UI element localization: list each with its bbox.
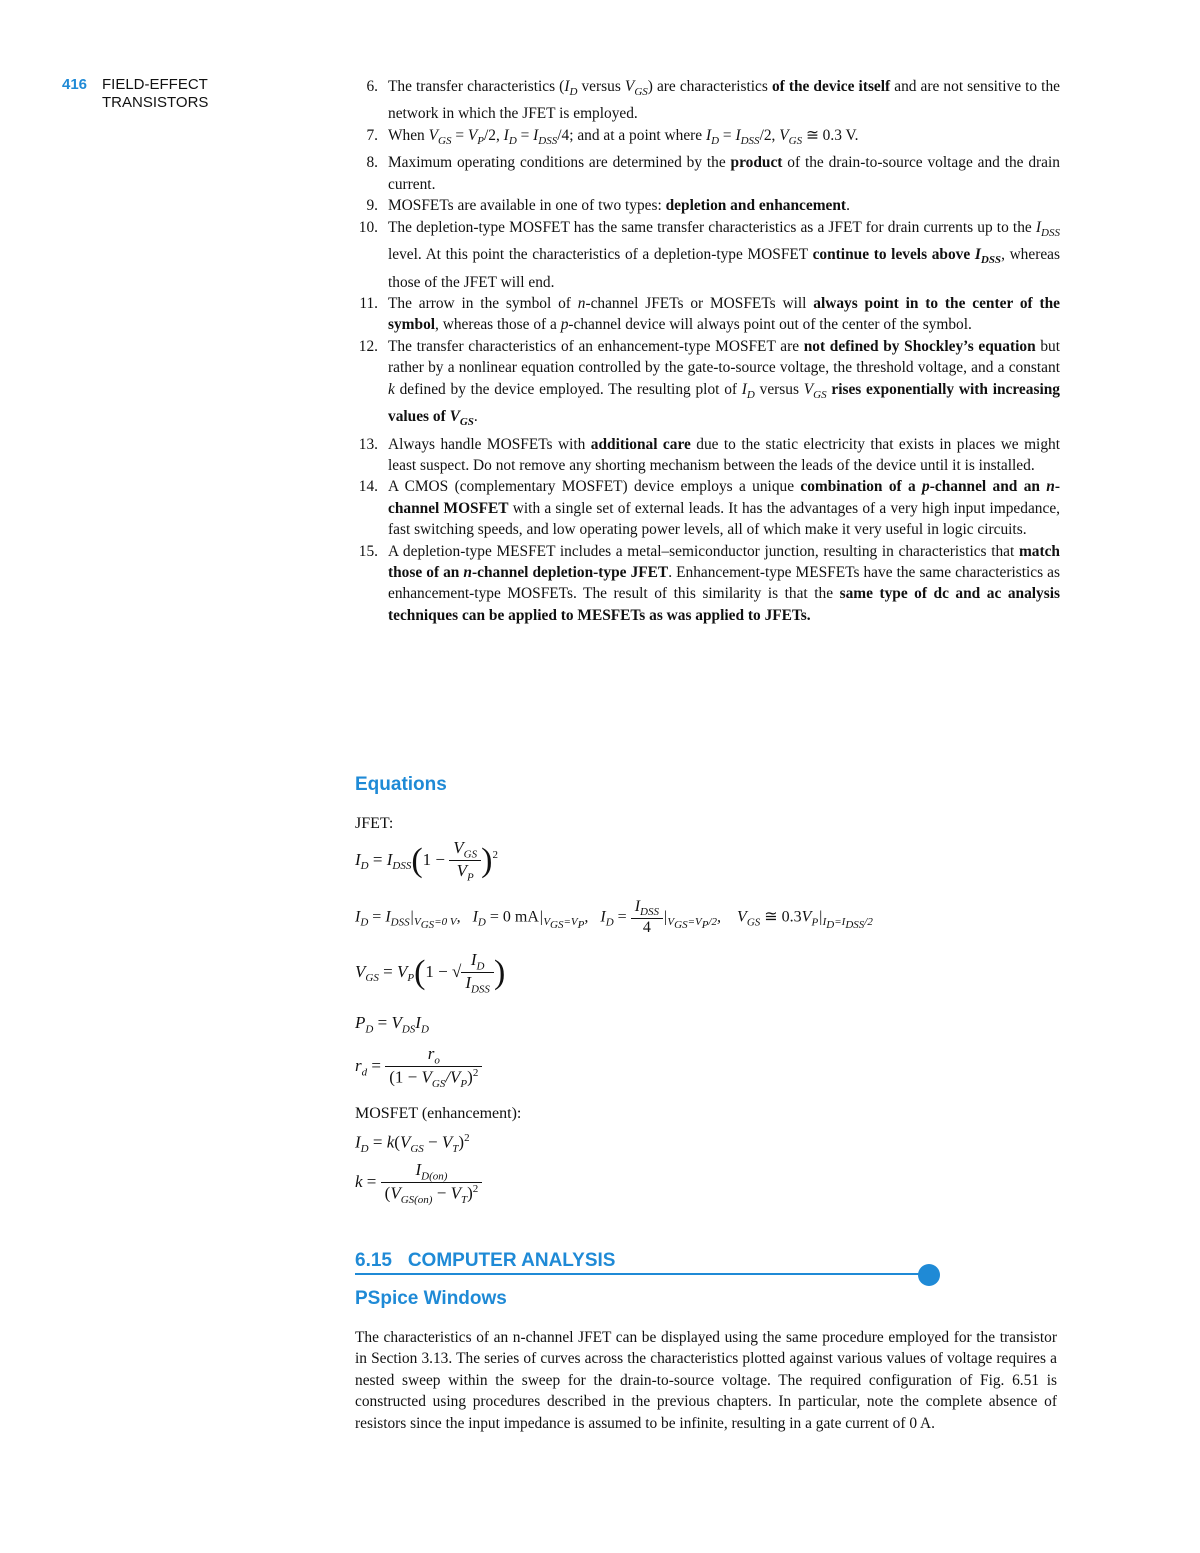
list-item: 13. Always handle MOSFETs with additional care due to the static electricity that exists in places we might least suspect. Do not remove any shorting mechanism between the leads of the device until it is installed. <box>358 435 1060 474</box>
list-item: 14. A CMOS (complementary MOSFET) device employs a unique combination of a p-channel and an n-channel MOSFET with a single set of external leads. It has the advantages of a very high input impedance, fast switching speeds, and low operating power levels, all of which make it very useful in logic circuits. <box>358 478 1060 539</box>
list-item: 6. The transfer characteristics ($I_D$ versus $V_{GS}$) are characteristics of the device itself and are not sensitive to the network in which the JFET is employed. <box>366 78 1060 123</box>
pspice-subheading: PSpice Windows <box>355 1288 507 1309</box>
list-item: 10. The depletion-type MOSFET has the same transfer characteristics as a JFET for drain currents up to the $I_{DSS}$ level. At this point the characteristics of a depletion-type MOSFET continue to levels above $I_{DSS}$, whereas those of the JFET will end. <box>358 218 1060 291</box>
rd-equation: $r_d$ = $\frac{r_o}{(1 - V_{GS}/V_P)^2}$ <box>355 1044 482 1090</box>
list-item: 12. The transfer characteristics of an enhancement-type MOSFET are not defined by Shockley’s equation but rather by a nonlinear equation controlled by the gate-to-source voltage, the threshold voltage, and a constant k defined by the device employed. The resulting plot of $I_D$ versus $V_{GS}$ rises exponentially with increasing values of $V_{GS}$. <box>358 337 1061 429</box>
mosfet-label: MOSFET (enhancement): <box>355 1105 522 1122</box>
section-rule <box>355 1273 930 1275</box>
list-item: 9. MOSFETs are available in one of two types: depletion and enhancement. <box>366 197 850 215</box>
list-item: 7. When $V_{GS} = V_P/2$, $I_D = I_{DSS}/4$; and at a point where $I_D = I_{DSS}/2$, $V_{GS}$ ≅ 0.3 V. <box>366 126 859 147</box>
section-heading: 6.15 COMPUTER ANALYSIS <box>355 1250 616 1271</box>
jfet-label: JFET: <box>355 815 394 832</box>
shockley-equation: $I_D = I_{DSS}(1$ − $\frac{V_{GS}}{V_P}$ )$^2$ <box>355 838 498 884</box>
chapter-title: FIELD-EFFECT TRANSISTORS <box>102 76 209 111</box>
list-item: 8. Maximum operating conditions are determined by the product of the drain-to-source voltage and the drain current. <box>366 154 1060 193</box>
section-dot <box>918 1264 940 1286</box>
page-number: 416 <box>62 76 88 93</box>
special-points-equation: $I_D = I_{DSS}|_{V_{GS}=0 V}$, $I_D = 0$ $mA|_{V_{GS}=V_P}$, $I_D$ = $\frac{I_{DSS}}{4}$ $|_{V_{GS}=V_P/2}$, $V_{GS}$ ≅ $0.3V_P|_{I_D=I_{DSS}/2}$ <box>355 898 873 937</box>
vgs-equation: $V_{GS} = V_P(1$ − √ $\frac{I_D}{I_{DSS}}$ ) <box>355 950 506 996</box>
mosfet-id-equation: $I_D = k(V_{GS} - V_T)^2$ <box>355 1132 470 1156</box>
list-item: 15. A depletion-type MESFET includes a metal–semiconductor junction, resulting in characteristics that match those of an n-channel depletion-type JFET. Enhancement-type MESFETs have the same characteristics as enhancement-type MOSFETs. The result of this similarity is that the same type of dc and ac analysis techniques can be applied to MESFETs as was applied to JFETs. <box>358 542 1060 624</box>
mosfet-k-equation: k = $\frac{I_{D(on)}}{(V_{GS(on)} - V_T)^2}$ <box>355 1160 482 1206</box>
body-paragraph: The characteristics of an n-channel JFET can be displayed using the same procedure employed for the transistor in Section 3.13. The series of curves across the characteristics plotted against various values of voltage requires a nested sweep within the sweep for the drain-to-source voltage. The required configuration of Fig. 6.51 is constructed using procedures described in the previous chapters. In particular, note the complete absence of resistors since the input impedance is assumed to be infinite, resulting in a gate current of 0 A. <box>355 1329 1057 1432</box>
power-equation: $P_D = V_{DS}I_D$ <box>355 1013 429 1036</box>
running-header <box>62 76 208 112</box>
list-item: 11. The arrow in the symbol of n-channel JFETs or MOSFETs will always point in to the center of the symbol, whereas those of a p-channel device will always point out of the center of the symbol. <box>359 294 1060 334</box>
equations-heading: Equations <box>355 774 447 795</box>
summary-list <box>344 76 1060 626</box>
